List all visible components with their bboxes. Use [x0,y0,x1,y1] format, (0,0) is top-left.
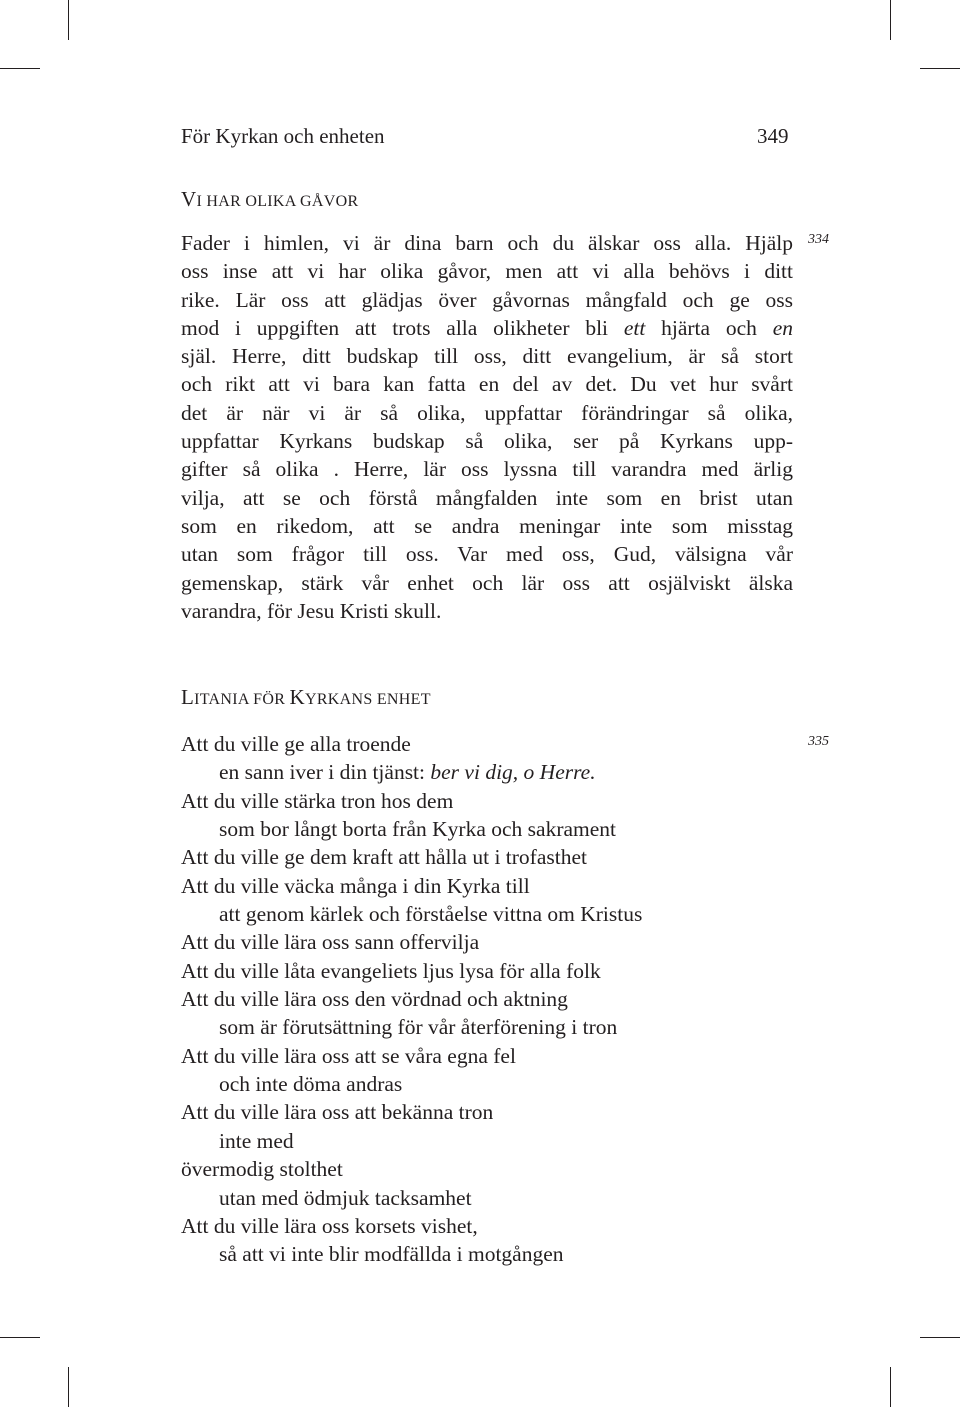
litany-petition: Att du ville lära oss den vördnad och aktning [181,987,568,1012]
litany-petition: Att du ville väcka många i din Kyrka till [181,873,530,898]
litany-continuation: och inte döma andras [219,1072,403,1097]
paragraph-line: som en rikedom, att se andra meningar inte som misstag [181,513,793,538]
margin-reference-number: 334 [808,232,829,247]
crop-mark [0,68,40,69]
heading-smallcaps: ITANIA FÖR [194,691,290,708]
litany-continuation: som bor långt borta från Kyrka och sakrament [219,817,617,842]
paragraph-line: gemenskap, stärk vår enhet och lär oss att osjälviskt älska [181,570,793,595]
litany-continuation: som är förutsättning för vår återförening i tron [219,1015,618,1040]
paragraph-line: och rikt att vi bara kan fatta en del av det. Du vet hur svårt [181,372,793,397]
heading-initial: K [289,685,305,709]
crop-mark [890,1367,891,1407]
litany-continuation: övermodig stolthet [181,1157,343,1182]
crop-mark [890,0,891,40]
section-heading [181,685,431,710]
paragraph-line: vilja, att se och förstå mångfalden inte som en brist utan [181,485,793,510]
paragraph-line: Fader i himlen, vi är dina barn och du älskar oss alla. Hjälp [181,231,793,255]
litany-continuation: att genom kärlek och förståelse vittna om Kristus [219,902,643,927]
crop-mark [68,0,69,40]
paragraph-line [181,314,793,342]
heading-initial: L [181,685,195,709]
litany-petition: Att du ville lära oss sann offervilja [181,930,480,955]
crop-mark [68,1367,69,1407]
text-run: hjärta och [645,315,773,340]
section-heading [181,187,358,212]
margin-reference-number: 335 [808,734,829,749]
page-number: 349 [757,124,789,148]
paragraph-line: oss inse att vi har olika gåvor, men att vi alla behövs i ditt [181,259,793,284]
litany-petition: Att du ville ge dem kraft att hålla ut i trofasthet [181,845,587,870]
heading-initial: V [181,187,197,211]
litany-petition: Att du ville ge alla troende [181,732,411,756]
paragraph-line: det är när vi är så olika, uppfattar förändringar så olika, [181,400,793,425]
litany-response: ber vi dig, o Herre. [430,760,596,785]
litany-petition: Att du ville lära oss korsets vishet, [181,1213,478,1238]
crop-mark [920,1337,960,1338]
litany-petition: Att du ville lära oss att se våra egna fel [181,1043,516,1068]
litany-petition: Att du ville låta evangeliets ljus lysa för alla folk [181,958,601,983]
litany-continuation: utan med ödmjuk tacksamhet [219,1185,472,1210]
crop-mark [0,1337,40,1338]
litany-continuation [181,758,801,786]
emphasis-text: ett [623,315,646,340]
text-run: en sann iver i din tjänst: [219,760,431,785]
litany-continuation: inte med [219,1128,294,1153]
heading-smallcaps: YRKANS ENHET [304,691,431,708]
paragraph-line: varandra, för Jesu Kristi skull. [181,598,442,623]
paragraph-line: själ. Herre, ditt budskap till oss, ditt evangelium, är så stort [181,344,793,369]
litany-petition: Att du ville lära oss att bekänna tron [181,1100,494,1125]
running-head-title: För Kyrkan och enheten [181,124,385,148]
prayer-paragraph [181,229,793,625]
paragraph-line: rike. Lär oss att glädjas över gåvornas mångfald och ge oss [181,287,793,312]
emphasis-text: en [772,315,793,340]
text-run: mod i uppgiften att trots alla olikheter bli [181,315,624,340]
litany-continuation: så att vi inte blir modfällda i motgången [219,1242,564,1267]
litany-list [181,730,801,1269]
heading-smallcaps: I HAR OLIKA GÅVOR [196,193,359,210]
paragraph-line: utan som frågor till oss. Var med oss, Gud, välsigna vår [181,542,793,567]
paragraph-line: gifter så olika . Herre, lär oss lyssna till varandra med ärlig [181,457,793,482]
crop-mark [920,68,960,69]
paragraph-line: uppfattar Kyrkans budskap så olika, ser på Kyrkans upp- [181,429,793,454]
litany-petition: Att du ville stärka tron hos dem [181,788,454,813]
